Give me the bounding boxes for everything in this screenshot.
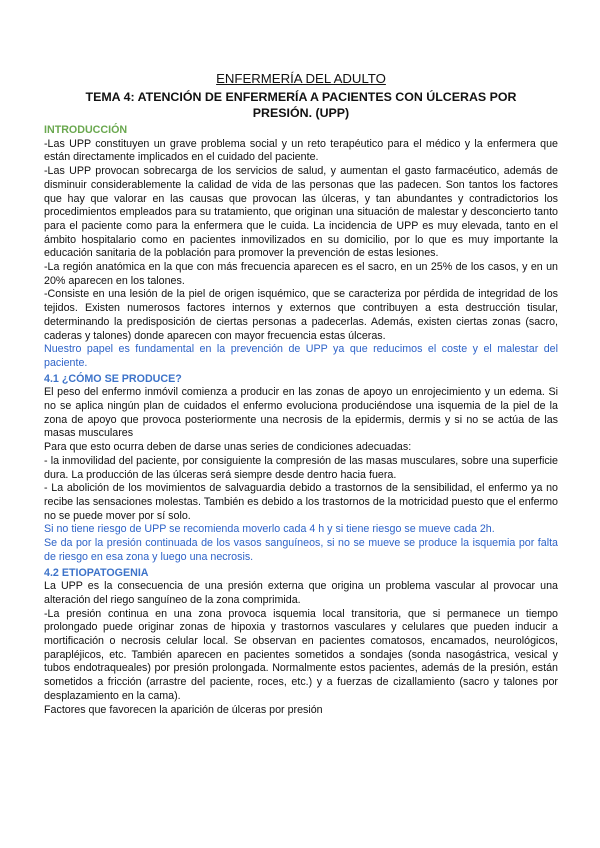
intro-paragraph-1: -Las UPP constituyen un grave problema social y un reto terapéutico para el médico y la enfermera que están directamente implicados en el cuidado del paciente.: [44, 137, 558, 164]
section-4-1-note-1: Si no tiene riesgo de UPP se recomienda moverlo cada 4 h y si tiene riesgo se mueve cada 2h.: [44, 523, 495, 536]
section-4-1-paragraph-2: Para que esto ocurra deben de darse unas series de condiciones adecuadas:: [44, 441, 412, 454]
intro-paragraph-3: -La región anatómica en la que con más frecuencia aparecen es el sacro, en un 25% de los casos, y en un 20% aparecen en los talones.: [44, 261, 558, 287]
section-4-2-paragraph-2: -La presión continua en una zona provoca isquemia local transitoria, que si permanece un tiempo prolongado puede originar zonas de hipoxia y trastornos vasculares y celulares que pueden inducir a mortificación o necrosis celular local. Se observan en pacientes comatosos, encamados, neurológicos, parapléjicos, etc. También aparecen en pacientes sometidos a sondajes (sonda nasogástrica, vesical y tubos endotraqueales) por presión prolongada. Normalmente estos pacientes, además de la presión, están sometidos a fricción (arrastre del paciente, roces, etc.) y a fuerzas de cizallamiento (sacro y talones por desplazamiento en la cama).: [44, 607, 558, 702]
intro-note: Nuestro papel es fundamental en la prevención de UPP ya que reducimos el coste y el malestar del paciente.: [44, 343, 558, 369]
intro-paragraph-4: -Consiste en una lesión de la piel de origen isquémico, que se caracteriza por pérdida de integridad de los tejidos. Existen numerosos factores internos y externos que contribuyen a esta destrucción tisular, determinando la predisposición de ciertas personas a padecerlas. Además, existen ciertas zonas (sacro, caderas y talones) donde aparecen con mayor frecuencia estas úlceras.: [44, 288, 558, 342]
section-4-1-paragraph-1: El peso del enfermo inmóvil comienza a producir en las zonas de apoyo un enrojecimiento y un edema. Si no se aplica ningún plan de cuidados el enfermo evoluciona produciéndose una isquemia de la piel de la zona de apoyo que provoca posteriormente una necrosis de la epidermis, dermis y si no se actúa de las masas musculares: [44, 386, 558, 440]
intro-heading: INTRODUCCIÓN: [44, 124, 128, 136]
section-4-1-heading: 4.1 ¿CÓMO SE PRODUCE?: [44, 372, 182, 385]
section-4-1-paragraph-4: - La abolición de los movimientos de salvaguardia debido a trastornos de la sensibilidad, el enfermo ya no recibe las sensaciones molestas. También es debido a los trastornos de la motricidad puesto que el enfermo no se puede mover por sí solo.: [44, 482, 558, 522]
course-title: ENFERMERÍA DEL ADULTO: [216, 71, 386, 86]
document-body: [44, 71, 558, 717]
section-4-1-paragraph-3: - la inmovilidad del paciente, por consiguiente la compresión de las masas musculares, sobre una superficie dura. La producción de las úlceras será siempre desde dentro hacia fuera.: [44, 454, 558, 481]
intro-paragraph-2: -Las UPP provocan sobrecarga de los servicios de salud, y aumentan el gasto farmacéutico, además de disminuir considerablemente la calidad de vida de las personas que las padecen. Son tantos los factores que hay que valorar en las causas que provocan las úlceras, y tan abundantes y contradictorios los procedimientos empleados para su tratamiento, que originan una situación de malestar y desconcierto tanto para el paciente como para la enfermera que le cuida. La incidencia de UPP es muy elevada, tanto en el ámbito hospitalario como en pacientes inmovilizados en su domicilio, por lo que es muy importante la educación sanitaria de la población para promover la prevención de estas lesiones.: [44, 165, 558, 260]
topic-title: TEMA 4: ATENCIÓN DE ENFERMERÍA A PACIENTES CON ÚLCERAS POR PRESIÓN. (UPP): [85, 90, 517, 120]
section-4-2-heading: 4.2 ETIOPATOGENIA: [44, 566, 149, 579]
section-4-1-note-2: Se da por la presión continuada de los vasos sanguíneos, si no se mueve se produce la isquemia por falta de riesgo en esa zona y luego una necrosis.: [44, 537, 558, 563]
section-4-2-paragraph-3: Factores que favorecen la aparición de úlceras por presión: [44, 703, 323, 716]
section-4-2-paragraph-1: La UPP es la consecuencia de una presión externa que origina un problema vascular al provocar una alteración del riego sanguíneo de la zona comprimida.: [44, 580, 558, 606]
